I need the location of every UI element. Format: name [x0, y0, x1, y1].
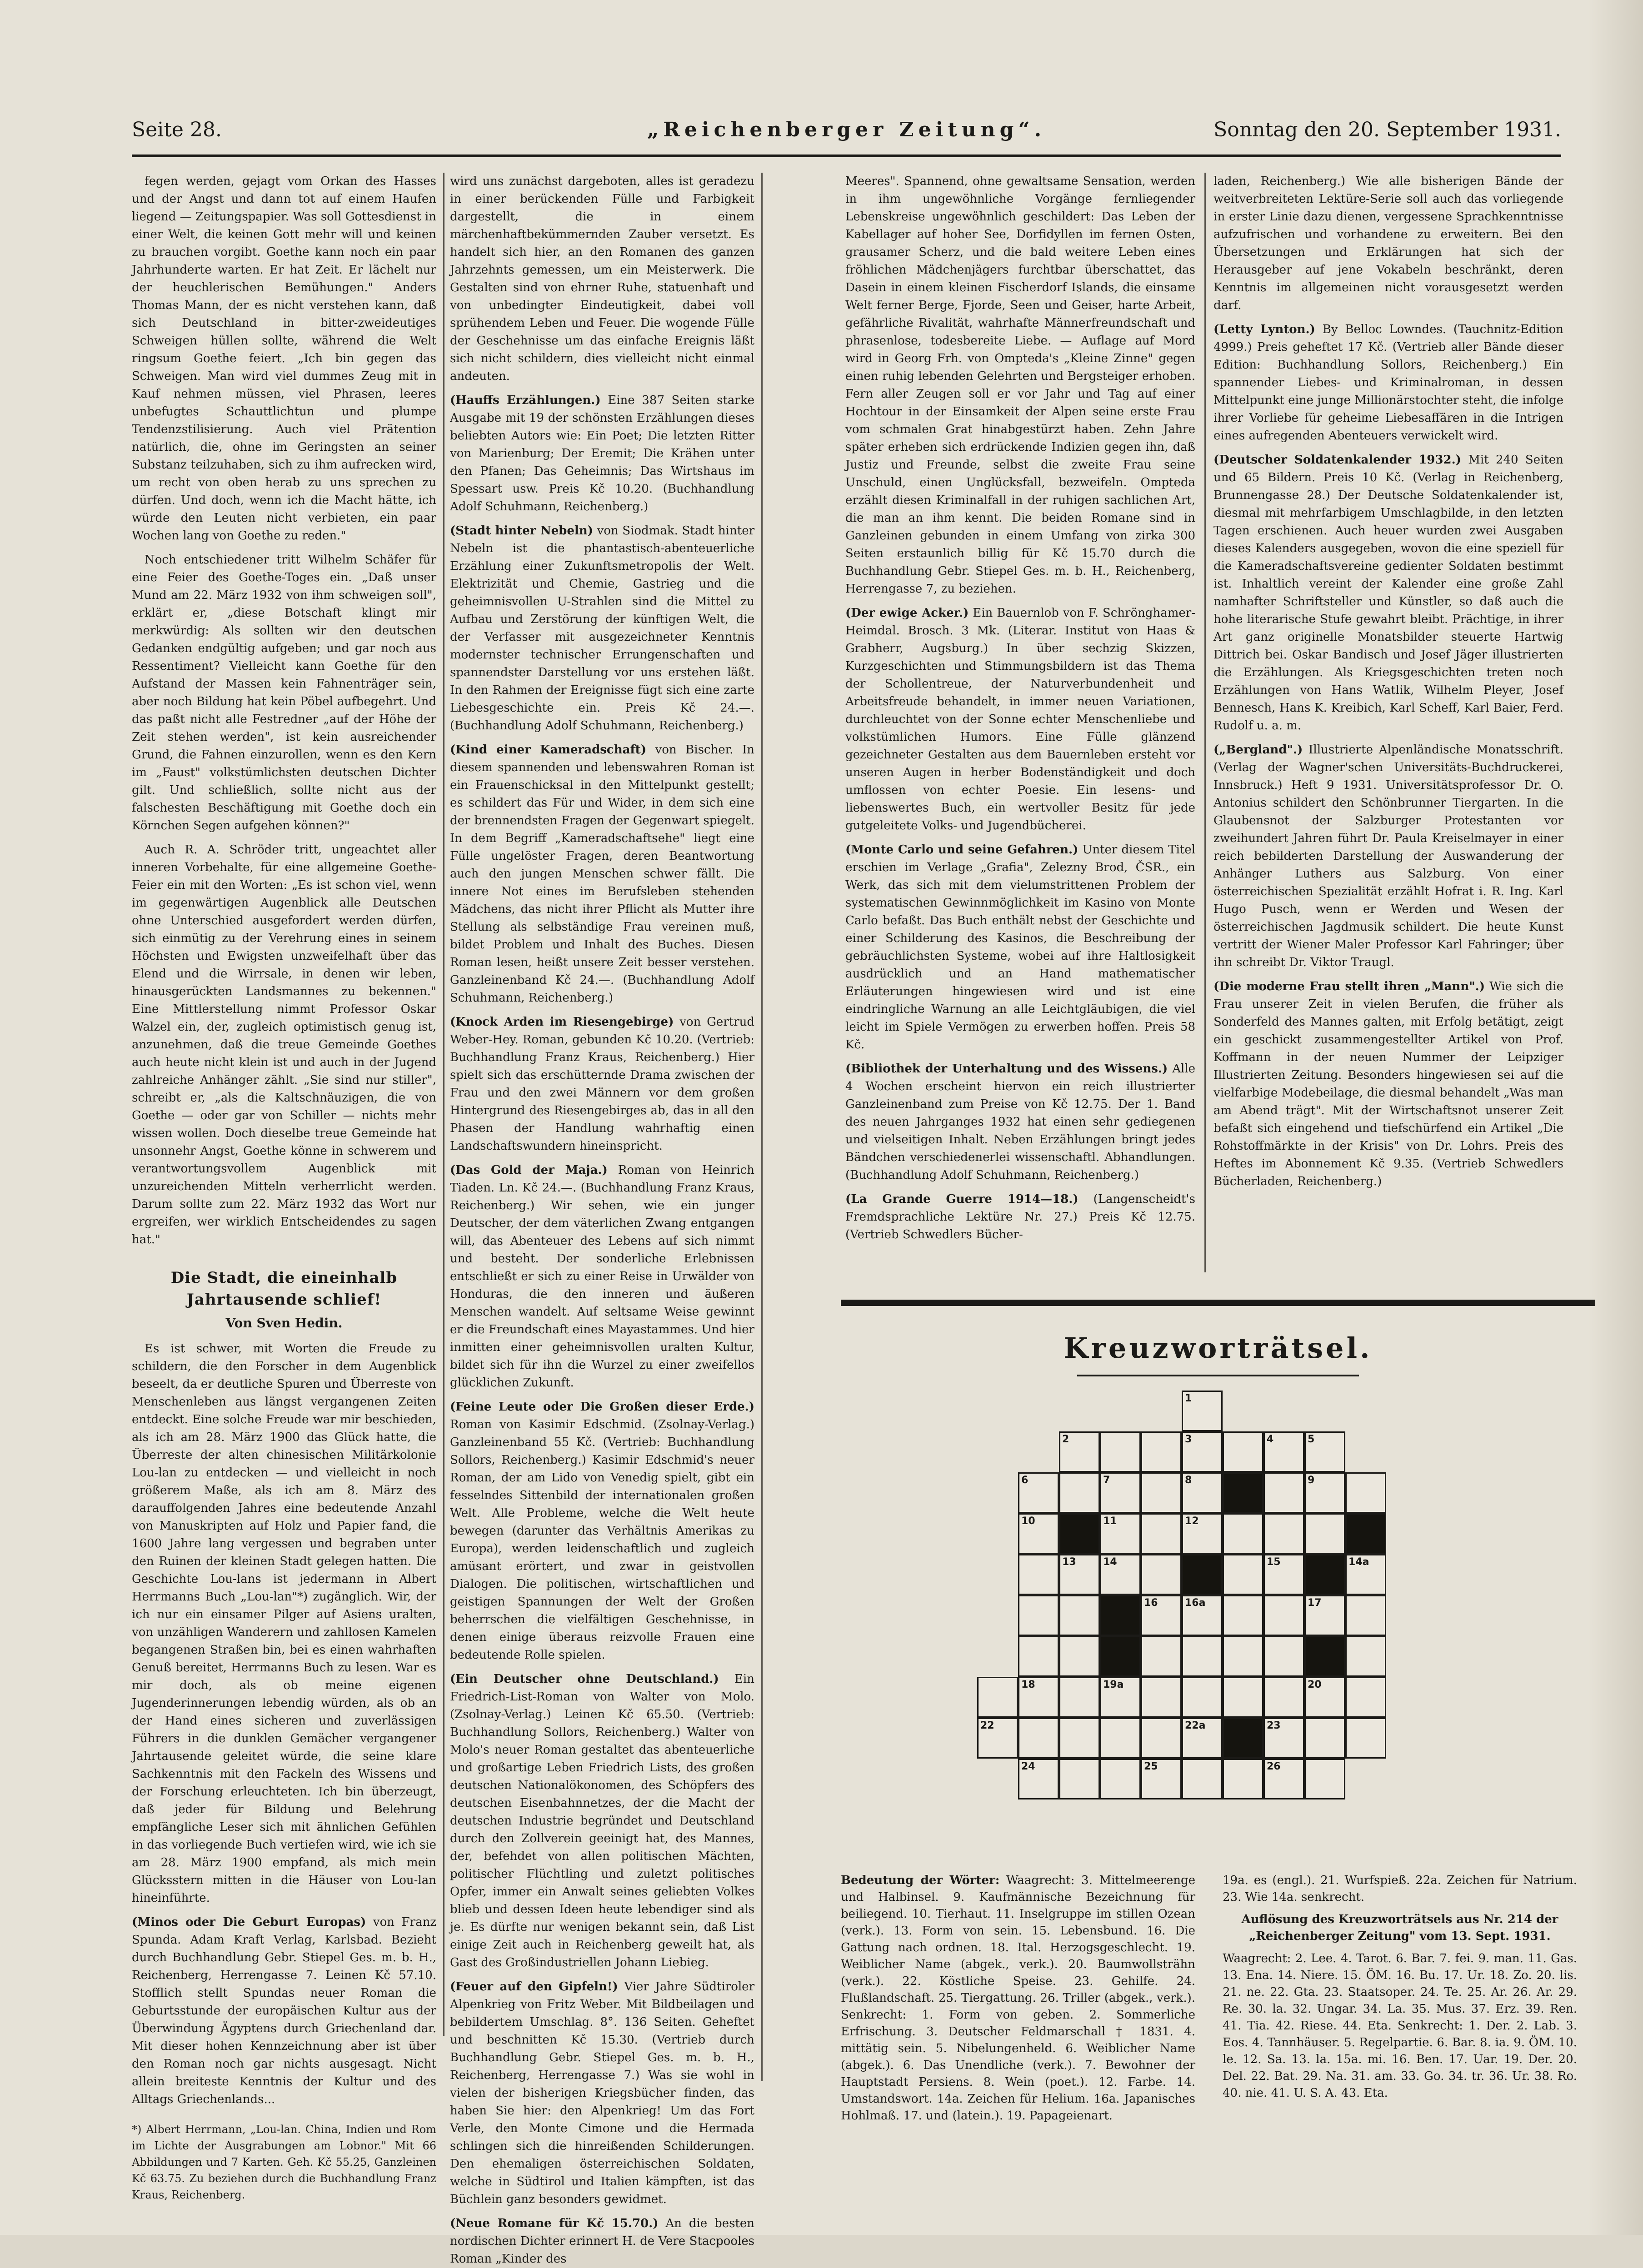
crossword-cell-number: 16a — [1185, 1597, 1206, 1609]
crossword-cell — [1141, 1472, 1182, 1513]
crossword-cell — [1304, 1431, 1345, 1472]
crossword-cell-number: 9 — [1308, 1475, 1315, 1486]
crossword-black-cell — [1304, 1554, 1345, 1595]
review-body: laden, Reichenberg.) Wie alle bisherigen Bände der weitverbreiteten Lektüre-Serie soll auch das vorliegende in erster Linie dazu dienen, vergessene Sprachkenntnisse aufzufrischen und vorhandene zu erweitern. Bei den Übersetzungen und Erklärungen hat sich der Herausgeber auf jene Vokabeln beschränkt, deren Kenntnis im allgemeinen nicht vorausgesetzt werden darf. — [1214, 174, 1563, 312]
crossword-cell — [1059, 1718, 1100, 1759]
crossword-cell-number: 13 — [1062, 1556, 1076, 1568]
crossword-cell — [1100, 1718, 1141, 1759]
review-body: von Gertrud Weber-Hey. Roman, gebunden Kč 10.20. (Vertrieb: Buchhandlung Franz Kraus, Reichenberg.) Hier spielt sich das erschütternde Drama zwischen der Frau und den zwei Männern vor dem großen Hintergrund des Riesengebirges ab, das in all den Phasen der Handlung wahrhaftig einen Landschaftswundern hineinspricht. — [450, 1015, 754, 1153]
review-entry — [1214, 978, 1563, 1191]
crossword-cell — [1263, 1759, 1304, 1799]
crossword-cell-number: 20 — [1308, 1679, 1322, 1690]
crossword-cell — [1182, 1718, 1223, 1759]
review-body: Alle 4 Wochen erscheint hiervon ein reich illustrierter Ganzleinenband zum Preise von Kč 12.75. Der 1. Band des neuen Jahrganges 1932 hat einen sehr gediegenen und vielseitigen Inhalt. Neben Erzählungen bringt jedes Bändchen verschiedenerlei wissenschaftl. Abhandlungen. (Buchhandlung Adolf Schuhmann, Reichenberg.) — [845, 1062, 1195, 1182]
paragraph: Noch entschiedener tritt Wilhelm Schäfer für eine Feier des Goethe-Toges ein. „Daß unser Mund am 22. März 1932 von ihm schweigen soll", erklärt er, „diese Botschaft klingt mir merkwürdig: Als sollten wir den deutschen Gedanken endgültig aufgeben; und gar noch aus Ressentiment? Vielleicht kann Goethe für den Aufstand der Massen kein Fahnenträger sein, aber noch Bildung hat kein Pöbel aufbegehrt. Und das paßt nicht alle Festredner „auf der Höhe der Zeit stehen werden", ist kein ausreichender Grund, die Fahnen einzurollen, wenn es den Kern im „Faust" volkstümlichsten deutschen Dichter gilt. Und schließlich, sollte nicht aus der falschesten Beschäftigung mit Goethe doch ein Körnchen Segen aufgehen können?" — [132, 553, 436, 832]
crossword-cell — [1059, 1595, 1100, 1636]
review-entry — [1214, 173, 1563, 314]
review-entry — [450, 2215, 754, 2268]
crossword-cell — [1263, 1513, 1304, 1554]
crossword-cell-number: 2 — [1062, 1434, 1069, 1445]
crossword-cell — [1059, 1472, 1100, 1513]
crossword-cell — [1304, 1513, 1345, 1554]
crossword-black-cell — [1059, 1513, 1100, 1554]
crossword-cell-number: 11 — [1103, 1515, 1117, 1527]
crossword-cell — [1345, 1595, 1386, 1636]
issue-date: Sonntag den 20. September 1931. — [1214, 118, 1561, 141]
review-title: (Der ewige Acker.) — [845, 606, 969, 620]
crossword-cell-number: 18 — [1021, 1679, 1035, 1690]
crossword-cell — [1223, 1513, 1263, 1554]
crossword-cell — [1182, 1677, 1223, 1718]
review-body: Wie sich die Frau unserer Zeit in vielen Berufen, die früher als Sonderfeld des Mannes galten, mit Erfolg betätigt, zeigt ein geschickt zusammengestellter Artikel von Prof. Koffmann in der neuen Nummer der Leipziger Illustrierten Zeitung. Besonders hingewiesen sei auf die vielfarbige Modebeilage, die diesmal behandelt „Was man am Abend trägt". Mit der Wirtschaftsnot unserer Zeit befaßt sich eingehend und tiefschürfend ein Artikel „Die Rohstoffmärkte in der Krisis" von Dr. Lohrs. Preis des Heftes im Abonnement Kč 9.35. (Vertrieb Schwedlers Bücherladen, Reichenberg.) — [1214, 980, 1564, 1188]
review-entry — [450, 1978, 754, 2208]
crossword-cell-number: 23 — [1267, 1720, 1281, 1731]
crossword-cell-number: 6 — [1021, 1475, 1029, 1486]
crossword-cell — [1141, 1554, 1182, 1595]
crossword-cell — [1100, 1431, 1141, 1472]
crossword-cell — [1100, 1677, 1141, 1718]
crossword-cell — [1223, 1554, 1263, 1595]
review-entry — [845, 1060, 1195, 1184]
crossword-cell — [1182, 1391, 1223, 1431]
crossword-cell — [1223, 1431, 1263, 1472]
review-body: Eine 387 Seiten starke Ausgabe mit 19 der schönsten Erzählungen dieses beliebten Autors wie: Ein Poet; Die letzten Ritter von Marienburg; Der Eremit; Die Krähen unter den Pfanen; Das Geheimnis; Das Wirtshaus im Spessart usw. Preis Kč 10.20. (Buchhandlung Adolf Schuhmann, Reichenberg.) — [450, 394, 754, 513]
crossword-cell — [1018, 1472, 1059, 1513]
crossword-cell — [1141, 1513, 1182, 1554]
crossword-cell — [1100, 1513, 1141, 1554]
crossword-black-cell — [1100, 1595, 1141, 1636]
crossword-cell-number: 10 — [1021, 1515, 1035, 1527]
review-title: (Feuer auf den Gipfeln!) — [450, 1980, 618, 1994]
crossword-cell — [1304, 1472, 1345, 1513]
crossword-cell — [1223, 1636, 1263, 1677]
review-title: (Das Gold der Maja.) — [450, 1163, 608, 1177]
crossword-cell — [1345, 1636, 1386, 1677]
review-body: By Belloc Lowndes. (Tauchnitz-Edition 4999.) Preis geheftet 17 Kč. (Vertrieb aller Bände dieser Edition: Buchhandlung Sollors, Reichenberg.) Ein spannender Liebes- und Kriminalroman, in dessen Mittelpunkt eine junge Millionärstochter steht, die infolge ihrer Vorliebe für geheime Liebesaffären in die Intrigen eines aufregenden Abenteuers verwickelt wird. — [1214, 323, 1564, 443]
crossword-cell-number: 17 — [1308, 1597, 1322, 1609]
crossword-cell — [1223, 1677, 1263, 1718]
review-title: (Feine Leute oder Die Großen dieser Erde.) — [450, 1400, 754, 1414]
crossword-cell-number: 15 — [1267, 1556, 1281, 1568]
crossword-cell — [1141, 1759, 1182, 1799]
crossword-cell-number: 25 — [1144, 1761, 1158, 1772]
article-author: Von Sven Hedin. — [225, 1316, 343, 1331]
crossword-cell — [1345, 1718, 1386, 1759]
crossword-cell-number: 3 — [1185, 1434, 1192, 1445]
review-body: An die besten nordischen Dichter erinnert H. de Vere Stacpooles Roman „Kinder des — [450, 2217, 754, 2266]
crossword-cell — [1263, 1472, 1304, 1513]
review-title: (Kind einer Kameradschaft) — [450, 743, 646, 757]
review-title: (Monte Carlo und seine Gefahren.) — [845, 843, 1079, 857]
crossword-cell-number: 5 — [1308, 1434, 1315, 1445]
crossword-cell-number: 7 — [1103, 1475, 1110, 1486]
crossword-cell-number: 22 — [980, 1720, 994, 1731]
crossword-black-cell — [1182, 1554, 1223, 1595]
review-body: von Siodmak. Stadt hinter Nebeln ist die phantastisch-abenteuerliche Erzählung einer Zukunftsmetropolis der Welt. Elektrizität und Chemie, Gastrieg und die geheimnisvollen U-Strahlen sind die Mittel zu Aufbau und Zerstörung der künftigen Welt, die der Verfasser mit ausgezeichneter Kenntnis modernster technischer Errungenschaften und spannendster Darstellung vor uns erstehen läßt. In den Rahmen der Ereignisse fügt sich eine zarte Liebesgeschichte ein. Preis Kč 24.—. (Buchhandlung Adolf Schuhmann, Reichenberg.) — [450, 524, 755, 733]
column-3 — [845, 173, 1195, 1272]
header-rule — [132, 155, 1561, 157]
review-body: Illustrierte Alpenländische Monatsschrift. (Verlag der Wagner'schen Universitäts-Buchdruckerei, Innsbruck.) Heft 9 1931. Universitätsprofessor Dr. O. Antonius schildert den Schönbrunner Tiergarten. In die Glaubensnot der Salzburger Protestanten vor zweihundert Jahren führt Dr. Paula Kreiselmayer in einer reich bebilderten Darstellung der Auswanderung der Anhänger Luthers aus Salzburg. Von einer österreichischen Spezialität erzählt Hofrat i. R. Ing. Karl Hugo Pusch, wenn er Werden und Wesen der österreichischen Jagdmusik schildert. Die heute Kunst vertritt der Wiener Maler Professor Karl Fahringer; über ihn schreibt Dr. Viktor Traugl. — [1214, 743, 1563, 969]
crossword-cell — [1100, 1472, 1141, 1513]
crossword-cell — [1182, 1472, 1223, 1513]
paragraph: Auch R. A. Schröder tritt, ungeachtet aller inneren Vorbehalte, für eine allgemeine Goethe-Feier ein mit den Worten: „Es ist schon viel, wenn im gegenwärtigen Augenblick alle Deutschen ohne Unterschied ausgefordert werden dürfen, sich einmütig zu der Verehrung eines in seinem Höchsten und Ewigsten unzweifelhaft über das Elend und die Wirrsale, in denen wir leben, hinausgerückten Landsmannes zu bekennen." Eine Mittlerstellung nimmt Professor Oskar Walzel ein, der, zugleich optimistisch genug ist, anzunehmen, daß die treue Gemeinde Goethes auch heute nicht klein ist und auch in der Jugend zahlreiche Anhänger zählt. „Sie sind nur stiller", schreibt er, „als die Kaltschnäuzigen, die von Goethe — oder gar von Schiller — nichts mehr wissen wollen. Doch dieselbe treue Gemeinde hat unsonnehr Angst, Goethe könne in schwerem und verantwortungsvollem Augenblick mit unzureichenden Mitteln verherrlicht werden. Darum sollte zum 22. März 1932 das Wort nur ergreifen, wer wirklich Entscheidendes zu sagen hat." — [132, 843, 436, 1246]
column-divider — [443, 173, 444, 2036]
crossword-cell — [1059, 1636, 1100, 1677]
page-number: Seite 28. — [132, 118, 222, 141]
article-title: Die Stadt, die eineinhalb Jahrtausende schlief! — [170, 1269, 398, 1309]
crossword-cell — [1182, 1759, 1223, 1799]
crossword-cell — [1141, 1595, 1182, 1636]
crossword-cell — [1018, 1636, 1059, 1677]
review-title: (Letty Lynton.) — [1214, 323, 1315, 336]
crossword-cell — [1141, 1718, 1182, 1759]
crossword-cell — [1182, 1513, 1223, 1554]
clues-text: Waagrecht: 3. Mittelmeerenge und Halbinsel. 9. Kaufmännische Bezeichnung für beiliegend. 10. Tierhaut. 11. Inselgruppe im stillen Ozean (verk.). 13. Form von sein. 15. Lebensbund. 16. Die Gattung nach ordnen. 18. Ital. Herzogsgeschlecht. 19. Weiblicher Name (abgek., verk.). 20. Baumwollsträhn (verk.). 22. Köstliche Speise. 23. Gehilfe. 24. Flußlandschaft. 25. Tiergattung. 26. Triller (abgek., verk.). Senkrecht: 1. Form von geben. 2. Sommerliche Erfrischung. 3. Deutscher Feldmarschall † 1831. 4. mittätig sein. 5. Nibelungenheld. 6. Weiblicher Name (abgek.). 6. Das Unendliche (verk.). 7. Bewohner der Hauptstadt Persiens. 8. Wein (poet.). 12. Farbe. 14. Umstandswort. 14a. Zeichen für Helium. 16a. Japanisches Hohlmaß. 17. und (latein.). 19. Papageienart. — [841, 1874, 1195, 2123]
review-body: Vier Jahre Südtiroler Alpenkrieg von Fritz Weber. Mit Bildbeilagen und bebildertem Umschlag. 8°. 136 Seiten. Geheftet und beschnitten Kč 15.30. (Vertrieb durch Buchhandlung Gebr. Stiepel Ges. m. b. H., Reichenberg, Herrengasse 7.) Was sie wohl in vielen der bisherigen Kriegsbücher finden, das haben Sie hier: den Alpenkrieg! Um das Fort Verle, den Monte Cimone und die Hermada schlingen sich die hinreißenden Schilderungen. Den ehemaligen österreichischen Soldaten, welche in Südtirol und Italien kämpften, ist das Büchlein ganz besonders gewidmet. — [450, 1980, 754, 2206]
crossword-cell — [1304, 1595, 1345, 1636]
crossword-cell — [1141, 1677, 1182, 1718]
crossword-cell-number: 8 — [1185, 1475, 1192, 1486]
crossword-cell — [1304, 1677, 1345, 1718]
review-entry — [450, 392, 754, 516]
crossword-clues-left — [841, 1872, 1195, 2124]
crossword-cell — [1223, 1595, 1263, 1636]
clues-heading: Bedeutung der Wörter: — [841, 1874, 1000, 1887]
review-body: von Bischer. In diesem spannenden und lebenswahren Roman ist ein Frauenschicksal in den Mittelpunkt gestellt; es schildert das Für und Wider, in dem sich eine der brennendsten Fragen der Gegenwart spiegelt. In dem Begriff „Kameradschaftsehe" liegt eine Fülle ungelöster Fragen, deren Beantwortung auch den jungen Menschen schwer fällt. Die innere Not eines im Berufsleben stehenden Mädchens, das nicht ihrer Pflicht als Mutter ihre Stellung als selbständige Frau vereinen muß, bildet Problem und Inhalt des Buches. Diesen Roman lesen, heißt unsere Zeit besser verstehen. Ganzleinenband Kč 24.—. (Buchhandlung Adolf Schuhmann, Reichenberg.) — [450, 743, 754, 1005]
review-entry — [450, 522, 754, 735]
crossword-cell — [1304, 1759, 1345, 1799]
crossword-cell-number: 4 — [1267, 1434, 1274, 1445]
crossword-cell-number: 14 — [1103, 1556, 1117, 1568]
crossword-grid — [977, 1391, 1477, 1845]
review-entry — [132, 1914, 436, 2108]
column-divider — [1204, 173, 1206, 1272]
crossword-section — [841, 1300, 1595, 2123]
crossword-black-cell — [1304, 1636, 1345, 1677]
crossword-cell — [1345, 1554, 1386, 1595]
crossword-cell-number: 16 — [1144, 1597, 1158, 1609]
crossword-clues-right — [1223, 1872, 1577, 2102]
crossword-top-rule — [841, 1300, 1595, 1306]
crossword-cell — [1182, 1636, 1223, 1677]
crossword-title: Kreuzworträtsel. — [1064, 1331, 1373, 1365]
review-body: Ein Friedrich-List-Roman von Walter von Molo. (Zsolnay-Verlag.) Leinen Kč 65.50. (Vertrieb: Buchhandlung Sollors, Reichenberg.) Walter von Molo's neuer Roman gestaltet das abenteuerliche und großartige Leben Friedrich Lists, des großen deutschen Nationalökonomen, des Schöpfers des deutschen Eisenbahnnetzes, der die Macht der deutschen Industrie begründet und Deutschland durch den Zollverein geeinigt hat, des Mannes, der, befehdet von allen politischen Mächten, politischer Flüchtling und zuletzt politisches Opfer, immer ein Anwalt seines geliebten Volkes blieb und dessen Ideen heute lebendiger sind als je. Es dürfte nur wenigen bekannt sein, daß List einige Zeit auch in Reichenberg geweilt hat, als Gast des Großindustriellen Johann Liebieg. — [450, 1672, 754, 1969]
review-entry — [450, 1161, 754, 1392]
paragraph: fegen werden, gejagt vom Orkan des Hasses und der Angst und dann tot auf einem Haufen liegend — Zeitungspapier. Was soll Gottesdienst in einer Welt, die keinen Gott mehr will und keinen zu brauchen vorgibt. Goethe kann noch ein paar Jahrhunderte warten. Er hat Zeit. Er lächelt nur der heuchlerischen Bemühungen." Anders Thomas Mann, der es nicht verstehen kann, daß sich Deutschland in bitter-zweideutiges Schweigen hüllen sollte, während die Welt ringsum Goethe feiert. „Ich bin gegen das Schweigen. Man wird viel dummes Zeug mit in Kauf nehmen müssen, viel Phrasen, leeres unbefugtes Schauttlichtun und plumpe Tendenzstilisierung. Auch viel Prätention natürlich, die, ohne im Geringsten an seiner Substanz teilzuhaben, sich zu ihm aufrecken wird, um recht von oben herab zu uns sprechen zu dürfen. Und doch, wenn ich die Macht hätte, ich würde den Leuten nicht verbieten, ein paar Wochen lang von Goethe zu reden." — [132, 174, 436, 543]
footnote: *) Albert Herrmann, „Lou-lan. China, Indien und Rom im Lichte der Ausgrabungen am Lobnor." Mit 66 Abbildungen und 7 Karten. Geh. Kč 55.25, Ganzleinen Kč 63.75. Zu beziehen durch die Buchhandlung Franz Kraus, Reichenberg. — [132, 2123, 436, 2201]
review-body: Mit 240 Seiten und 65 Bildern. Preis 10 Kč. (Verlag in Reichenberg, Brunnengasse 28.) Der Deutsche Soldatenkalender ist, diesmal mit mehrfarbigem Umschlagbilde, in den letzten Tagen erschienen. Auch heuer wurden zwei Ausgaben dieses Kalenders ausgegeben, wovon die eine speziell für die Kameradschaftsvereine gedienter Soldaten bestimmt ist. Inhaltlich vereint der Kalender eine große Zahl namhafter Schriftsteller und Künstler, so daß auch die hohe literarische Stufe gewahrt bleibt. Prächtige, in ihrer Art ganz originelle Monatsbilder steuerte Hartwig Dittrich bei. Oskar Bandisch und Josef Jäger illustrierten die Erzählungen. Als Kriegsgeschichten treten noch Erzählungen von Hans Watlik, Wilhelm Pleyer, Josef Bennesch, Hans K. Kreibich, Karl Scheff, Karl Baier, Ferd. Rudolf u. a. m. — [1214, 453, 1564, 733]
crossword-cell — [1018, 1677, 1059, 1718]
crossword-cell — [1263, 1554, 1304, 1595]
crossword-cell — [1059, 1677, 1100, 1718]
clues-continued: 19a. es (engl.). 21. Wurfspieß. 22a. Zeichen für Natrium. 23. Wie 14a. senkrecht. — [1223, 1874, 1577, 1904]
crossword-black-cell — [1223, 1718, 1263, 1759]
crossword-cell-number: 22a — [1185, 1720, 1206, 1731]
review-entry — [845, 173, 1195, 598]
crossword-cell-number: 19a — [1103, 1679, 1124, 1690]
column-2 — [450, 173, 755, 2266]
page-header — [132, 109, 1561, 150]
review-title: (La Grande Guerre 1914—18.) — [845, 1192, 1079, 1206]
column-4 — [1214, 173, 1563, 1272]
review-entry — [450, 741, 754, 1007]
review-entry — [845, 1191, 1195, 1244]
crossword-cell — [1345, 1677, 1386, 1718]
review-body: Ein Bauernlob von F. Schrönghamer-Heimdal. Brosch. 3 Mk. (Literar. Institut von Haas & Grabherr, Augsburg.) In über sechzig Skizzen, Kurzgeschichten und Stimmungsbildern ist das Thema der Schollentreue, der Naturverbundenheit und Arbeitsfreude behandelt, in immer neuen Variationen, durchleuchtet von der Sonne echter Menschenliebe und volkstümlichen Humors. Eine Fülle glänzend gezeichneter Gestalten aus dem Bauernleben ersteht vor unseren Augen in herber Bodenständigkeit und doch umflossen von echter Poesie. Ein lesens- und liebenswertes Buch, ein wertvoller Besitz für jede gutgeleitete Volks- und Jugendbücherei. — [845, 606, 1196, 832]
crossword-cell — [1263, 1677, 1304, 1718]
solution-text: Waagrecht: 2. Lee. 4. Tarot. 6. Bar. 7. fei. 9. man. 11. Gas. 13. Ena. 14. Niere. 15. ÖM. 16. Bu. 17. Ur. 18. Zo. 20. lis. 21. ne. 22. Gta. 23. Staatsoper. 24. Te. 25. Ar. 26. Ar. 29. Re. 30. la. 32. Ungar. 34. La. 35. Mus. 37. Erz. 39. Ren. 41. Tia. 42. Riese. 44. Eta. Senkrecht: 1. Der. 2. Lab. 3. Eos. 4. Tannhäuser. 5. Regelpartie. 6. Bar. 8. ia. 9. ÖM. 10. le. 12. Sa. 13. la. 15a. mi. 16. Ben. 17. Uar. 19. Der. 20. Del. 22. Bat. 29. Na. 31. am. 33. Go. 34. tr. 36. Ur. 38. Ro. 40. nie. 41. U. S. A. 43. Eta. — [1223, 1952, 1577, 2100]
review-title: (Stadt hinter Nebeln) — [450, 524, 593, 538]
review-body: Meeres". Spannend, ohne gewaltsame Sensation, werden in ihm ungewöhnliche Vorgänge fernliegender Lebenskreise ungewöhnlich geschildert: Das Leben der Kabellager auf hoher See, Dorfidyllen im fernen Osten, grausamer Scherz, und die bald weitere Leben eines fröhlichen Mädchenjägers furchtbar überschattet, das Dasein in einem kleinen Fischerdorf Islands, die einsame Welt ferner Berge, Fjorde, Seen und Geiser, harte Arbeit, gefährliche Rivalität, wahrhafte Männerfreundschaft und phrasenlose, todesbereite Liebe. — Auflage auf Mord wird in Georg Frh. von Ompteda's „Kleine Zinne" gegen einen ruhig lebenden Gelehrten und Bergsteiger erhoben. Fern aller Zeugen soll er vor Jahr und Tag auf einer Hochtour in der Einsamkeit der Alpen seine erste Frau vom schmalen Grat hinabgestürzt haben. Zehn Jahre später erheben sich erdrückende Indizien gegen ihn, daß Justiz und Freunde, selbst die zweite Frau seine Unschuld, einen Unglücksfall, bezweifeln. Ompteda erzählt diesen Kriminalfall in der ruhigen sachlichen Art, die man an ihm kennt. Die beiden Romane sind in Ganzleinen gebunden in einem Umfang von zirka 300 Seiten erstaunlich billig für Kč 15.70 durch die Buchhandlung Gebr. Stiepel Ges. m. b. H., Reichenberg, Herrengasse 7, zu beziehen. — [845, 174, 1195, 596]
review-body: Unter diesem Titel erschien im Verlage „Grafia", Zelezny Brod, ČSR., ein Werk, das sich mit dem vielumstrittenen Problem der systematischen Gewinnmöglichkeit im Kasino von Monte Carlo befaßt. Das Buch enthält nebst der Geschichte und einer Schilderung des Kasinos, die Beschreibung der gebräuchlichsten Systeme, wobei auf ihre Haltlosigkeit ausdrücklich und an Hand mathematischer Erläuterungen hingewiesen wird und ist eine eindringliche Warnung an alle Leichtgläubigen, die viel leicht im Spiele Vermögen zu erwerben hoffen. Preis 58 Kč. — [845, 843, 1196, 1052]
crossword-cell — [1263, 1431, 1304, 1472]
review-title: („Bergland".) — [1214, 743, 1303, 757]
crossword-cell — [1223, 1759, 1263, 1799]
review-entry — [845, 604, 1195, 835]
review-body: Roman von Kasimir Edschmid. (Zsolnay-Verlag.) Ganzleinenband 55 Kč. (Vertrieb: Buchhandlung Sollors, Reichenberg.) Kasimir Edschmid's neuer Roman, der am Lido von Venedig spielt, gibt ein fesselndes Sittenbild der internationalen großen Welt. Alle Probleme, welche die Welt heute bewegen (darunter das Verhältnis Amerikas zu Europa), werden leidenschaftlich und zugleich amüsant erörtert, und zwar in geistvollen Dialogen. Die politischen, wirtschaftlichen und geistigen Spannungen der Welt der Großen beherrschen die vielfältigen Geschehnisse, in denen einige überaus reizvolle Frauen eine bedeutende Rolle spielen. — [450, 1418, 754, 1662]
article-paragraph: Es ist schwer, mit Worten die Freude zu schildern, die den Forscher in dem Augenblick beseelt, da er deutliche Spuren und Überreste von Menschenleben aus längst vergangenen Zeiten entdeckt. Eine solche Freude war mir beschieden, als ich am 28. März 1900 das Glück hatte, die Überreste der alten chinesischen Militärkolonie Lou-lan zu entdecken — und vielleicht in noch größerem Maße, als ich am 8. März des darauffolgenden Jahres eine bedeutende Anzahl von Manuskripten auf Holz und Papier fand, die 1600 Jahre lang vergessen und begraben unter den Ruinen der kleinen Stadt gelegen hatten. Die Geschichte Lou-lans ist jedermann in Albert Herrmanns Buch „Lou-lan"*) zugänglich. Wir, der ich nur ein einsamer Pilger auf Asiens uralten, von unzähligen Wanderern und zahllosen Kamelen begangenen Straßen bin, bei es einen wahrhaften Genuß bereitet, Herrmanns Buch zu lesen. War es mir doch, als ob meine eigenen Jugenderinnerungen lebendig würden, als ob an der Hand eines sicheren und zuverlässigen Führers in die dunklen Gemächer vergangener Jahrtausende geleitet würde, die seine klare Sachkenntnis mit den Fackeln des Wissens und der Forschung erleuchteten. Ich bin überzeugt, daß jeder für Bildung und Belehrung empfängliche Leser sich mit ähnlichen Gefühlen in das vorliegende Buch vertiefen wird, wie ich sie am 28. März 1900 empfand, als mich mein Glücksstern mitten in die Häuser von Lou-lan hineinführte. — [132, 1342, 436, 1905]
crossword-cell — [1100, 1554, 1141, 1595]
review-entry — [450, 1670, 754, 1972]
crossword-cell — [1345, 1472, 1386, 1513]
crossword-cell — [1018, 1595, 1059, 1636]
column-divider — [761, 173, 763, 2081]
crossword-cell — [1263, 1636, 1304, 1677]
crossword-cell — [1059, 1759, 1100, 1799]
crossword-cell — [1263, 1595, 1304, 1636]
crossword-cell-number: 14a — [1348, 1556, 1369, 1568]
crossword-cell-number: 1 — [1185, 1393, 1192, 1404]
review-title: (Minos oder Die Geburt Europas) — [132, 1915, 366, 1929]
review-title: (Neue Romane für Kč 15.70.) — [450, 2217, 659, 2230]
review-body: wird uns zunächst dargeboten, alles ist geradezu in einer berückenden Fülle und Farbigkeit dargestellt, die in einem märchenhaftbekümmernden Zauber versetzt. Es handelt sich hier, an den Romanen des ganzen Jahrzehnts gemessen, um ein Meisterwerk. Die Gestalten sind von ehrner Ruhe, statuenhaft und von unbedingter Eindeutigkeit, dabei voll sprühendem Leben und Feuer. Die wogende Fülle der Geschehnisse um das einfache Ereignis läßt sich nicht schildern, dies vielleicht nicht einmal andeuten. — [450, 174, 754, 383]
crossword-cell — [1018, 1718, 1059, 1759]
review-entry — [450, 1398, 754, 1664]
review-entry — [1214, 321, 1563, 445]
crossword-cell — [1182, 1431, 1223, 1472]
review-entry — [450, 173, 754, 385]
crossword-cell — [977, 1718, 1018, 1759]
crossword-cell — [1018, 1759, 1059, 1799]
review-entry — [1214, 741, 1563, 972]
review-title: (Knock Arden im Riesengebirge) — [450, 1015, 674, 1029]
review-body: (Langenscheidt's Fremdsprachliche Lektüre Nr. 27.) Preis Kč 12.75. (Vertrieb Schwedlers Bücher- — [845, 1192, 1195, 1241]
crossword-cell — [1182, 1595, 1223, 1636]
crossword-cell — [1018, 1513, 1059, 1554]
review-body: von Franz Spunda. Adam Kraft Verlag, Karlsbad. Bezieht durch Buchhandlung Gebr. Stiepel Ges. m. b. H., Reichenberg, Herrengasse 7. Leinen Kč 57.10. Stofflich stellt Spundas neuer Roman die Geburtsstunde der europäischen Kultur aus der Überwindung Ägyptens durch Griechenland dar. Mit dieser hohen Kennzeichnung aber ist über den Roman noch gar nichts ausgesagt. Nicht allein breiteste Kenntnis der Kultur und des Alltags Griechenlands... — [132, 1915, 437, 2106]
crossword-black-cell — [1100, 1636, 1141, 1677]
crossword-cell — [977, 1677, 1018, 1718]
crossword-black-cell — [1345, 1513, 1386, 1554]
crossword-cell — [1059, 1554, 1100, 1595]
crossword-cell — [1304, 1718, 1345, 1759]
crossword-cell-number: 24 — [1021, 1761, 1035, 1772]
crossword-cell — [1059, 1431, 1100, 1472]
review-title: (Hauffs Erzählungen.) — [450, 394, 601, 407]
newspaper-title: „Reichenberger Zeitung“. — [647, 118, 1046, 141]
crossword-black-cell — [1223, 1472, 1263, 1513]
review-entry — [845, 841, 1195, 1054]
review-entry — [1214, 451, 1563, 735]
review-entry — [450, 1013, 754, 1155]
review-title: (Ein Deutscher ohne Deutschland.) — [450, 1672, 719, 1686]
crossword-cell-number: 26 — [1267, 1761, 1281, 1772]
column-1 — [132, 173, 437, 2201]
solution-title: Auflösung des Kreuzworträtsels aus Nr. 214 der „Reichenberger Zeitung" vom 13. Sept. 1931. — [1241, 1913, 1558, 1943]
review-title: (Bibliothek der Unterhaltung und des Wissens.) — [845, 1062, 1168, 1076]
crossword-cell-number: 12 — [1185, 1515, 1199, 1527]
crossword-cell — [1263, 1718, 1304, 1759]
crossword-cell — [1018, 1554, 1059, 1595]
crossword-cell — [1141, 1636, 1182, 1677]
crossword-cell — [1141, 1431, 1182, 1472]
crossword-title-rule — [1077, 1375, 1359, 1376]
page-edge-shadow — [1588, 0, 1643, 2235]
review-title: (Deutscher Soldatenkalender 1932.) — [1214, 453, 1461, 467]
review-body: Roman von Heinrich Tiaden. Ln. Kč 24.—. (Buchhandlung Franz Kraus, Reichenberg.) Wir sehen, wie ein junger Deutscher, der dem väterlichen Zwang entgangen will, das Abenteuer des Lebens auf sich nimmt und besteht. Der sonderliche Erlebnissen entschließt er sich zu einer Reise in Urwälder von Honduras, die den inneren und äußeren Menschen wandelt. Auf seltsame Weise gewinnt er die Freundschaft eines Mayastammes. Und hier inmitten einer geheimnisvollen uralten Kultur, bildet sich für ihn die Wurzel zu einer zweifellos glücklichen Zukunft. — [450, 1163, 755, 1390]
review-title: (Die moderne Frau stellt ihren „Mann".) — [1214, 980, 1485, 993]
crossword-cell — [1100, 1759, 1141, 1799]
